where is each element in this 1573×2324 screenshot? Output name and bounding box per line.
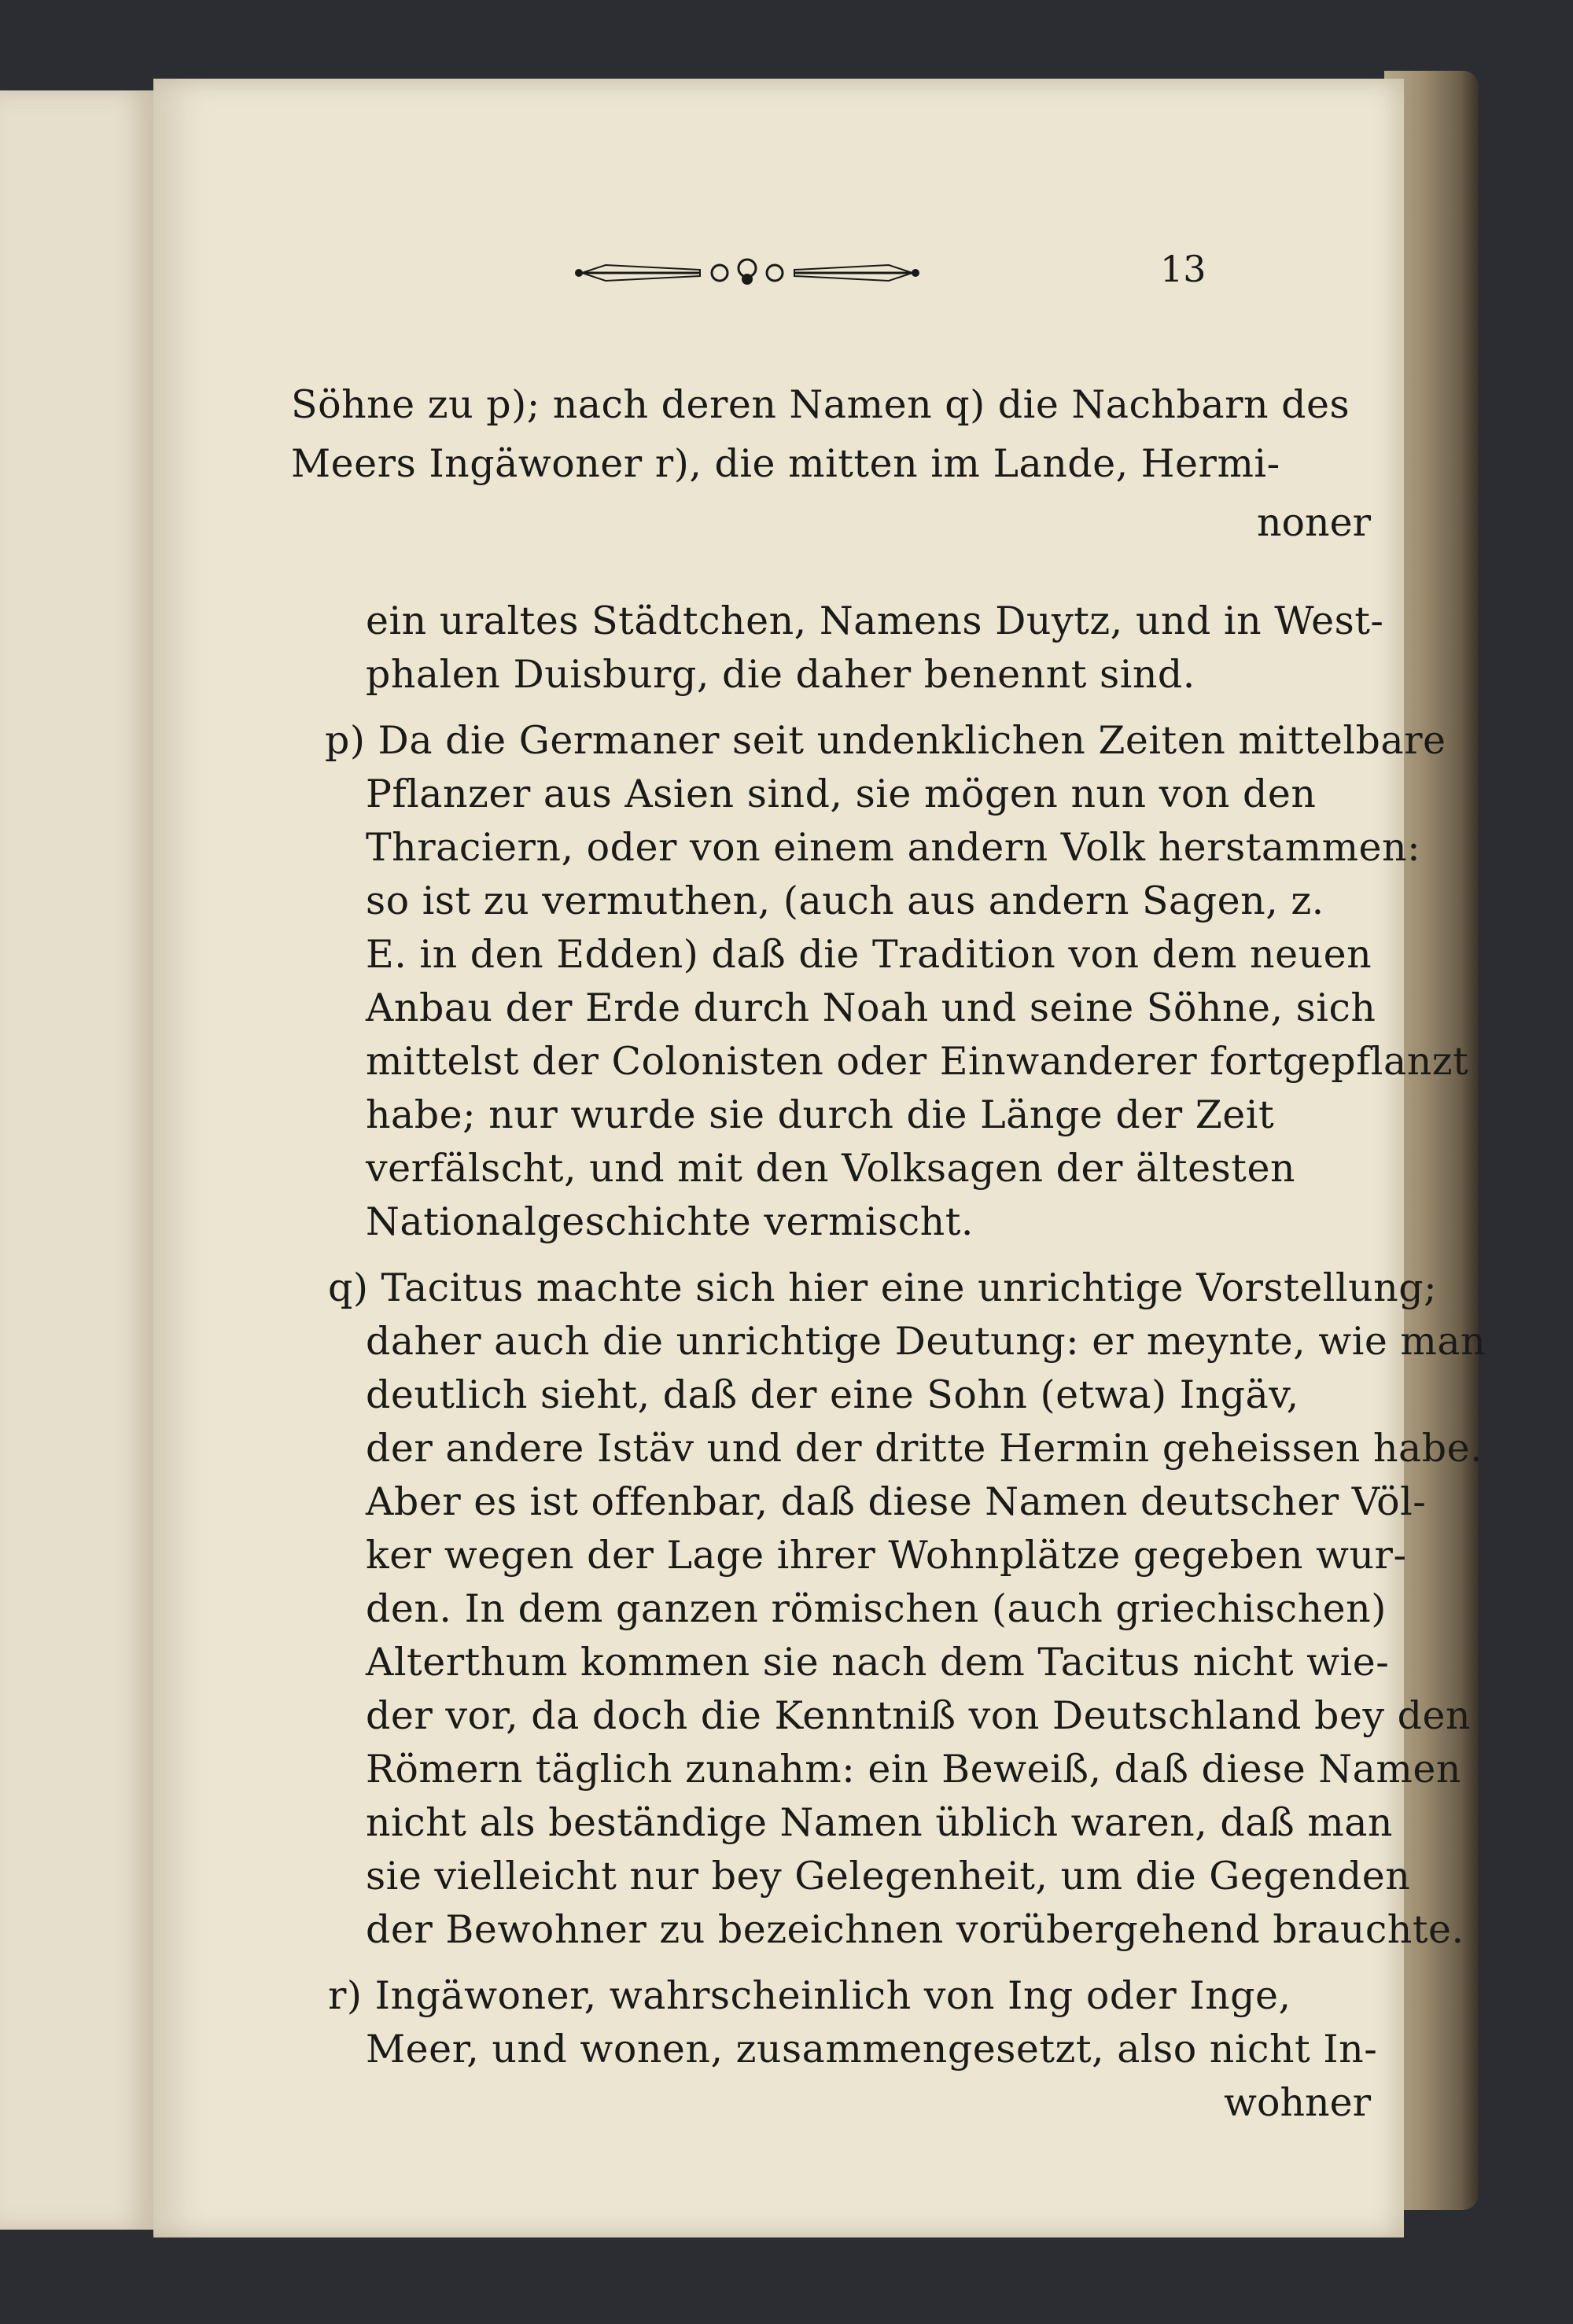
catchword-line: wohner bbox=[1224, 2080, 1371, 2125]
footnote-line: Nationalgeschichte vermischt. bbox=[366, 1199, 974, 1244]
footnote-line: Thraciern, oder von einem andern Volk herstammen: bbox=[366, 825, 1421, 870]
footnote-line: nicht als beständige Namen üblich waren, daß man bbox=[366, 1800, 1393, 1845]
footnote-line: E. in den Edden) daß die Tradition von dem neuen bbox=[366, 932, 1372, 977]
facing-page-left bbox=[0, 90, 160, 2230]
footnote-line: habe; nur wurde sie durch die Länge der Zeit bbox=[366, 1092, 1275, 1137]
footnote-line: der vor, da doch die Kenntniß von Deutschland bey den bbox=[366, 1693, 1472, 1738]
footnote-line: Anbau der Erde durch Noah und seine Söhne, sich bbox=[366, 985, 1376, 1030]
footnote-line: Römern täglich zunahm: ein Beweiß, daß diese Namen bbox=[366, 1747, 1461, 1792]
footnote-line: q) Tacitus machte sich hier eine unrichtige Vorstellung; bbox=[328, 1265, 1438, 1310]
ornament-icon bbox=[574, 256, 920, 290]
footnote-line: Meer, und wonen, zusammengesetzt, also nicht In- bbox=[366, 2027, 1378, 2072]
page-header bbox=[153, 248, 1404, 295]
footnote-line: mittelst der Colonisten oder Einwanderer fortgepflanzt bbox=[366, 1039, 1469, 1084]
footnote-line: der andere Istäv und der dritte Hermin geheissen habe. bbox=[366, 1426, 1483, 1471]
footnote-line: verfälscht, und mit den Volksagen der ältesten bbox=[366, 1146, 1296, 1191]
text-line: Meers Ingäwoner r), die mitten im Lande, Hermi- bbox=[291, 441, 1280, 486]
footnote-line: ker wegen der Lage ihrer Wohnplätze gegeben wur- bbox=[366, 1533, 1407, 1578]
footnote-line: Pflanzer aus Asien sind, sie mögen nun von den bbox=[366, 772, 1317, 816]
footnote-line: deutlich sieht, daß der eine Sohn (etwa) Ingäv, bbox=[366, 1372, 1299, 1417]
footnote-line: so ist zu vermuthen, (auch aus andern Sagen, z. bbox=[366, 878, 1324, 923]
catchword-line: noner bbox=[1256, 500, 1371, 545]
footnote-line: Aber es ist offenbar, daß diese Namen deutscher Völ- bbox=[366, 1479, 1427, 1524]
footnote-line: phalen Duisburg, die daher benennt sind. bbox=[366, 652, 1195, 697]
footnote-line: daher auch die unrichtige Deutung: er meynte, wie man bbox=[366, 1319, 1486, 1364]
page-number: 13 bbox=[1160, 248, 1206, 290]
footnote-line: r) Ingäwoner, wahrscheinlich von Ing oder Inge, bbox=[328, 1973, 1291, 2018]
footnote-line: sie vielleicht nur bey Gelegenheit, um die Gegenden bbox=[366, 1854, 1411, 1899]
footnote-line: der Bewohner zu bezeichnen vorübergehend brauchte. bbox=[366, 1907, 1464, 1952]
text-line: Söhne zu p); nach deren Namen q) die Nachbarn des bbox=[291, 382, 1350, 427]
footnote-line: ein uraltes Städtchen, Namens Duytz, und in West- bbox=[366, 598, 1384, 643]
book-page bbox=[153, 79, 1486, 2237]
footnote-line: p) Da die Germaner seit undenklichen Zeiten mittelbare bbox=[325, 718, 1446, 763]
footnote-line: Alterthum kommen sie nach dem Tacitus nicht wie- bbox=[366, 1640, 1390, 1685]
footnote-line: den. In dem ganzen römischen (auch griechischen) bbox=[366, 1586, 1387, 1631]
